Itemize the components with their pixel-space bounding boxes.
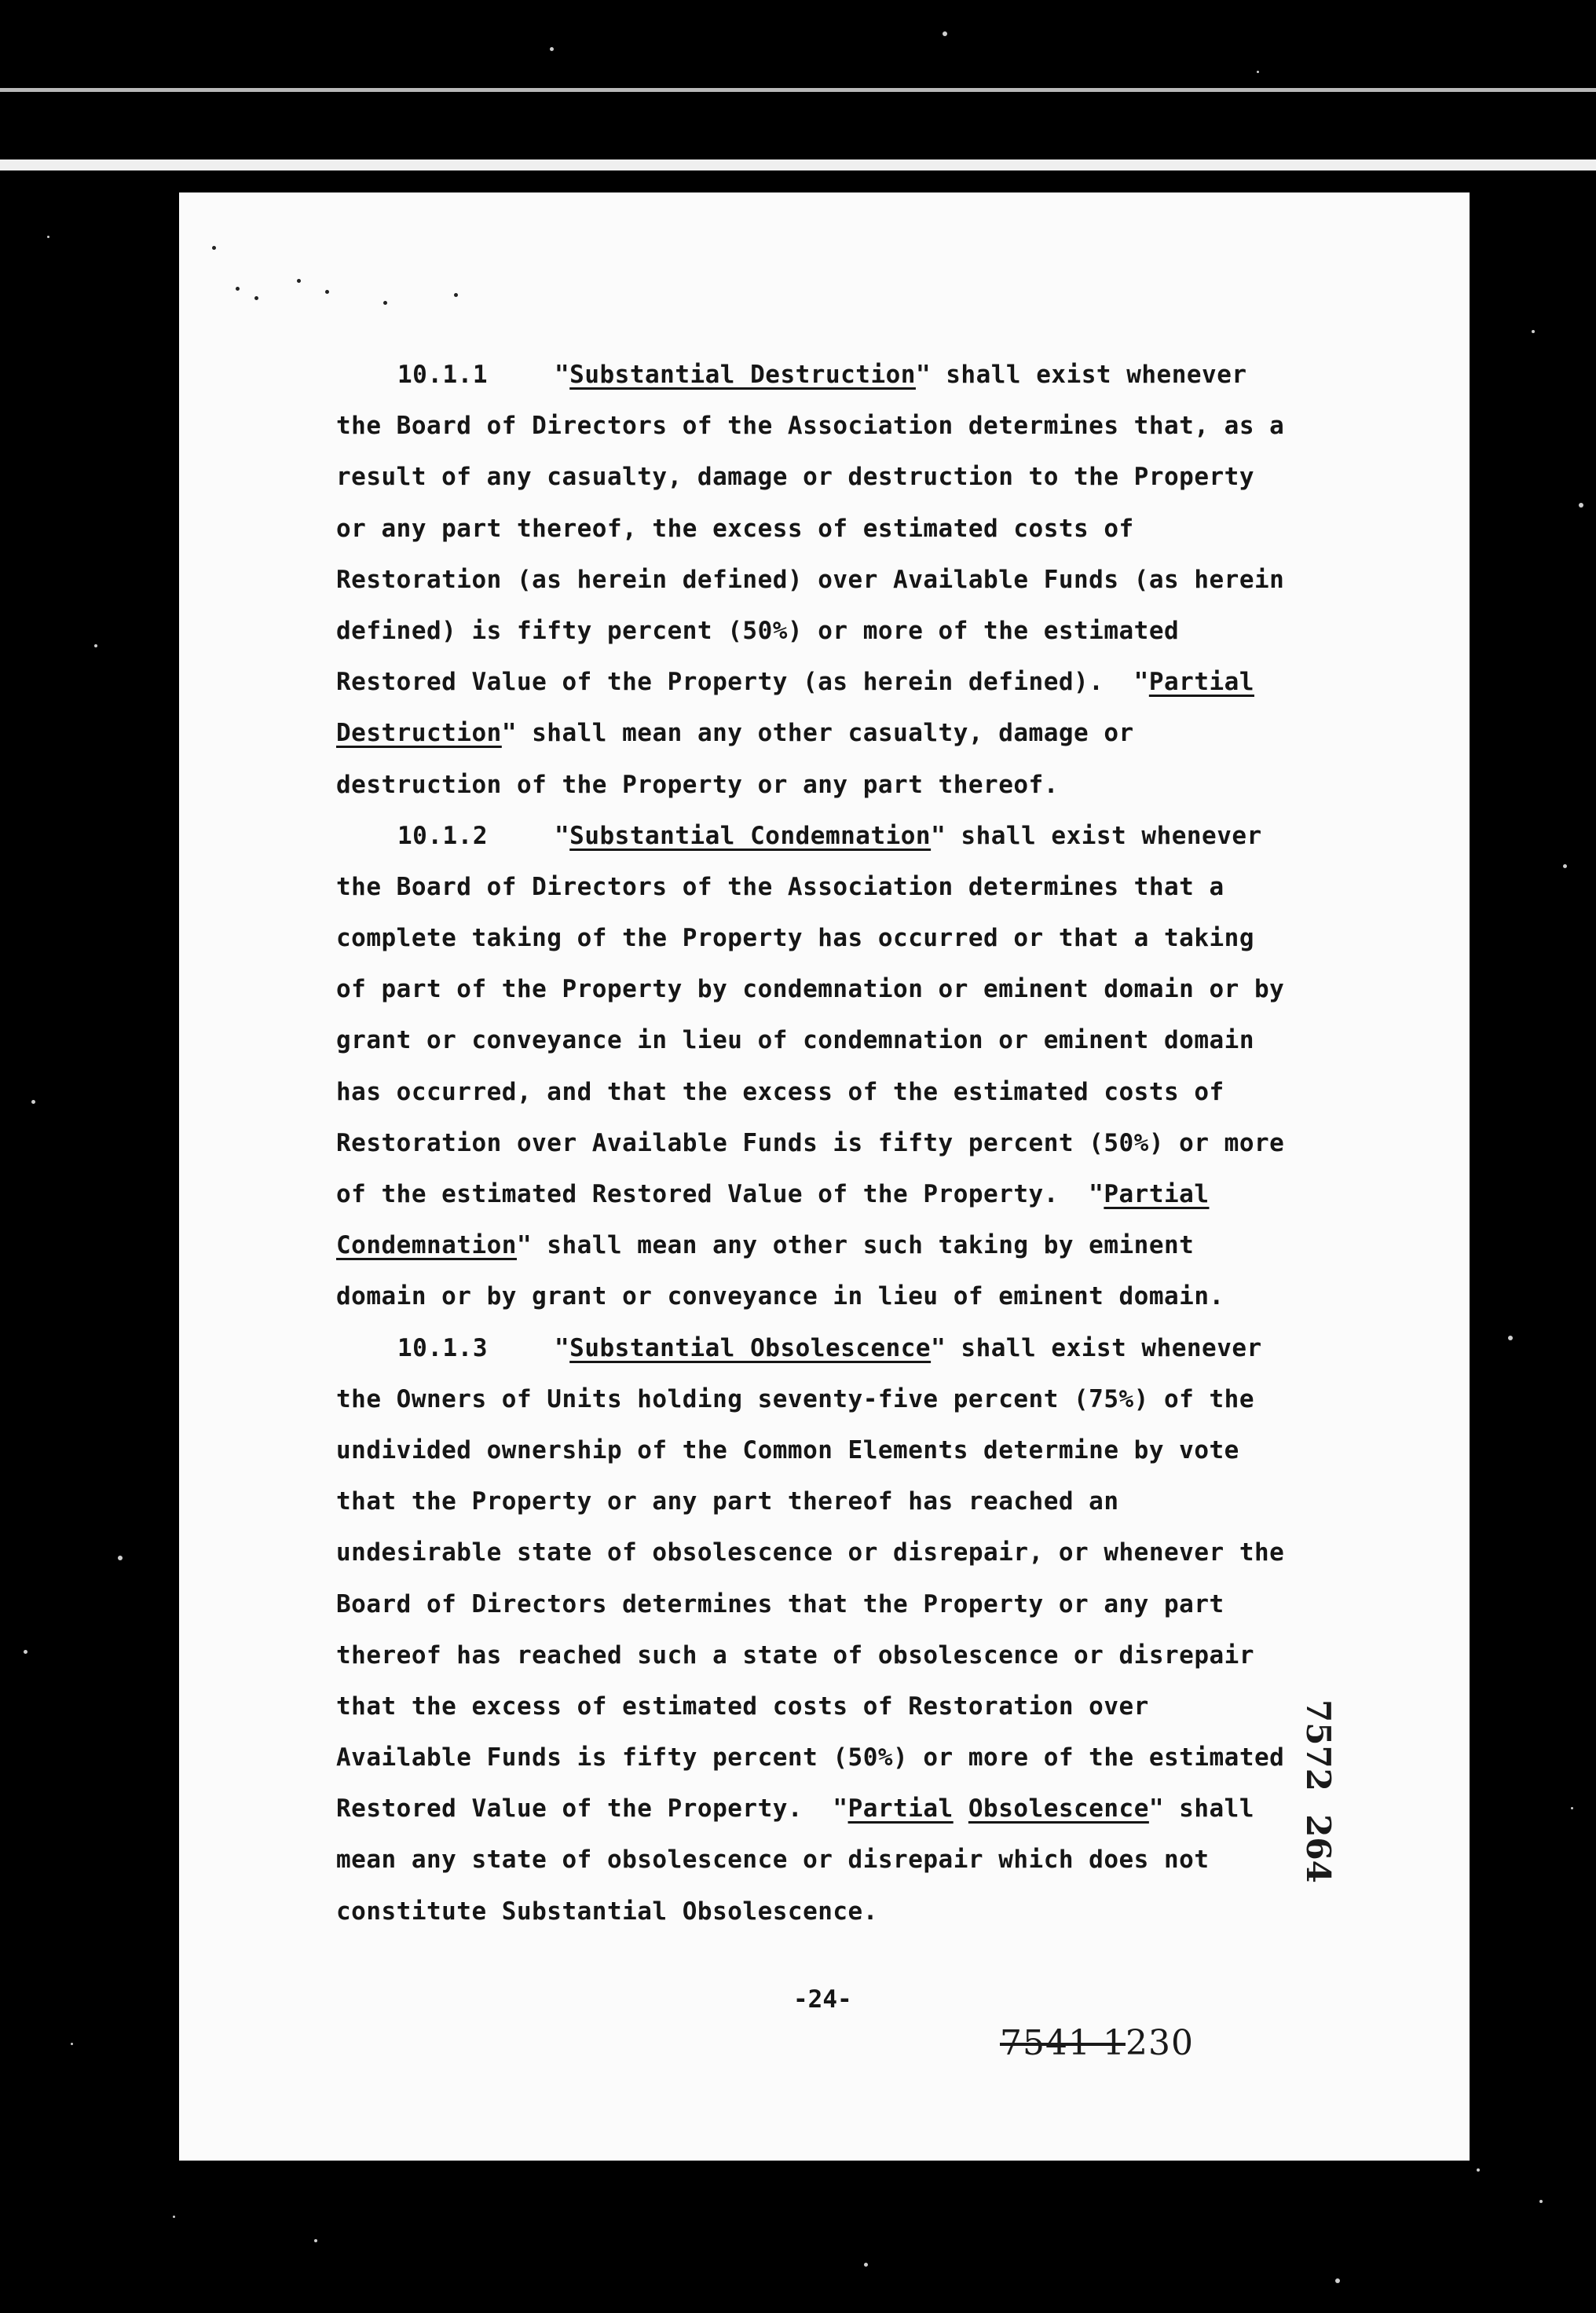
text-line (336, 657, 1342, 708)
scan-noise-speck (1257, 71, 1259, 73)
text-line (336, 964, 1342, 1015)
text-segment: of part of the Property by condemnation or eminent domain or by (336, 975, 1285, 1004)
scan-edge-line (0, 88, 1596, 92)
text-segment: Restoration over Available Funds is fifty percent (50%) or more (336, 1128, 1285, 1157)
text-line (336, 1630, 1342, 1681)
stamp-struck-number: 7541 1 (1000, 2023, 1126, 2063)
text-line (336, 1783, 1342, 1835)
scan-noise-speck (94, 644, 97, 647)
text-segment: " shall (1148, 1794, 1255, 1824)
text-segment (954, 1794, 968, 1823)
paragraph (336, 1323, 1342, 1937)
text-segment: " (555, 361, 570, 389)
text-segment: that the Property or any part thereof has reached an (336, 1487, 1119, 1516)
text-segment: " shall exist whenever (915, 361, 1247, 389)
text-segment: undesirable state of obsolescence or disrepair, or whenever the (336, 1538, 1285, 1567)
text-segment: result of any casualty, damage or destruction to the Property (336, 463, 1254, 492)
defined-term: Substantial Destruction (569, 361, 916, 389)
scan-noise-speck (173, 2216, 175, 2218)
text-segment: defined) is fifty percent (50%) or more of the estimated (336, 616, 1180, 645)
defined-term: Substantial Condemnation (569, 821, 932, 850)
text-segment: " (555, 1333, 570, 1362)
text-segment: Restored Value of the Property (as herein defined). " (336, 668, 1149, 697)
text-line (336, 1579, 1342, 1630)
text-line (336, 1220, 1342, 1271)
defined-term: Partial (1148, 668, 1254, 697)
defined-term: Partial (847, 1794, 954, 1824)
text-line (336, 1425, 1342, 1476)
scan-noise-speck (1477, 2168, 1480, 2172)
scan-dot (383, 301, 387, 305)
scan-noise-speck (1579, 503, 1583, 508)
scan-dot (297, 279, 301, 283)
text-line (336, 401, 1342, 452)
stamp-bottom (1000, 2023, 1194, 2063)
text-line (336, 1169, 1342, 1220)
scan-noise-speck (550, 47, 554, 51)
text-line (336, 1015, 1342, 1066)
text-line (336, 606, 1342, 657)
text-line (336, 1681, 1342, 1732)
text-segment: complete taking of the Property has occurred or that a taking (336, 924, 1254, 953)
text-segment: the Board of Directors of the Association determines that a (336, 872, 1224, 901)
text-segment: of the estimated Restored Value of the Property. " (336, 1180, 1104, 1208)
defined-term: Partial (1104, 1180, 1210, 1208)
text-segment: " shall mean any other casualty, damage or (501, 719, 1134, 748)
text-line (336, 1374, 1342, 1425)
text-line (336, 1118, 1342, 1169)
text-line (336, 913, 1342, 964)
text-segment: Available Funds is fifty percent (50%) or more of the estimated (336, 1743, 1285, 1772)
scan-noise-speck (1508, 1336, 1513, 1340)
text-segment: has occurred, and that the excess of the estimated costs of (336, 1077, 1224, 1106)
stamp-number: 230 (1125, 2023, 1194, 2063)
text-segment: or any part thereof, the excess of estimated costs of (336, 514, 1134, 543)
document-page (179, 192, 1470, 2161)
scan-noise-speck (864, 2263, 868, 2267)
text-segment: constitute Substantial Obsolescence. (336, 1897, 878, 1926)
text-line (336, 708, 1342, 759)
text-line (336, 1886, 1342, 1937)
text-line (336, 504, 1342, 555)
text-line (336, 1067, 1342, 1118)
text-line (336, 452, 1342, 503)
scan-noise-speck (1335, 2278, 1340, 2283)
scan-edge-band (0, 159, 1596, 170)
text-segment: " shall exist whenever (931, 821, 1262, 850)
text-line (336, 862, 1342, 913)
text-segment: the Board of Directors of the Association determines that, as a (336, 412, 1285, 441)
text-segment: domain or by grant or conveyance in lieu of eminent domain. (336, 1282, 1224, 1311)
text-line (336, 1835, 1342, 1886)
scan-noise-speck (314, 2239, 317, 2242)
text-segment: the Owners of Units holding seventy-five percent (75%) of the (336, 1384, 1254, 1413)
scan-noise-speck (31, 1100, 35, 1104)
scan-noise-speck (1571, 1807, 1573, 1809)
scan-noise-speck (1539, 2200, 1543, 2203)
scan-dot (212, 246, 216, 250)
scan-dot (236, 287, 240, 291)
text-segment: that the excess of estimated costs of Restoration over (336, 1692, 1149, 1721)
text-segment: grant or conveyance in lieu of condemnation or eminent domain (336, 1026, 1254, 1055)
scan-noise-speck (47, 236, 49, 238)
text-line (336, 760, 1342, 811)
text-segment: Restored Value of the Property. " (336, 1794, 848, 1824)
scan-noise-speck (1563, 864, 1567, 868)
text-line (336, 350, 1342, 401)
defined-term: Destruction (336, 719, 502, 748)
defined-term: Condemnation (336, 1231, 517, 1260)
text-segment: undivided ownership of the Common Elements determine by vote (336, 1435, 1239, 1464)
section-number: 10.1.3 (397, 1333, 488, 1362)
scan-dot (454, 293, 458, 297)
page-number: -24- (793, 1985, 852, 2014)
text-line (336, 1732, 1342, 1783)
section-number: 10.1.1 (397, 361, 488, 389)
scan-dot (325, 290, 329, 294)
text-segment: " (555, 821, 570, 850)
text-segment: mean any state of obsolescence or disrepair which does not (336, 1846, 1210, 1875)
scan-noise-speck (943, 31, 947, 36)
text-line (336, 1527, 1342, 1578)
scan-noise-speck (71, 2043, 73, 2045)
scan-dot (254, 296, 258, 300)
text-line (336, 1271, 1342, 1322)
text-line (336, 811, 1342, 862)
text-segment: Restoration (as herein defined) over Available Funds (as herein (336, 565, 1285, 594)
scan-noise-speck (118, 1556, 123, 1560)
text-segment: thereof has reached such a state of obsolescence or disrepair (336, 1640, 1254, 1670)
scan-noise-speck (1532, 330, 1535, 333)
text-line (336, 555, 1342, 606)
paragraph (336, 350, 1342, 811)
section-number: 10.1.2 (397, 821, 488, 850)
defined-term: Substantial Obsolescence (569, 1333, 932, 1362)
document-body (336, 350, 1342, 1937)
text-segment: destruction of the Property or any part thereof. (336, 770, 1059, 799)
stamp-side: 7572 264 (1299, 1699, 1338, 1883)
text-line (336, 1476, 1342, 1527)
text-line (336, 1323, 1342, 1374)
scan-noise-speck (24, 1650, 27, 1654)
paragraph (336, 811, 1342, 1323)
text-segment: " shall mean any other such taking by eminent (516, 1231, 1195, 1260)
text-segment: " shall exist whenever (931, 1333, 1262, 1362)
text-segment: Board of Directors determines that the Property or any part (336, 1589, 1224, 1618)
defined-term: Obsolescence (968, 1794, 1149, 1824)
